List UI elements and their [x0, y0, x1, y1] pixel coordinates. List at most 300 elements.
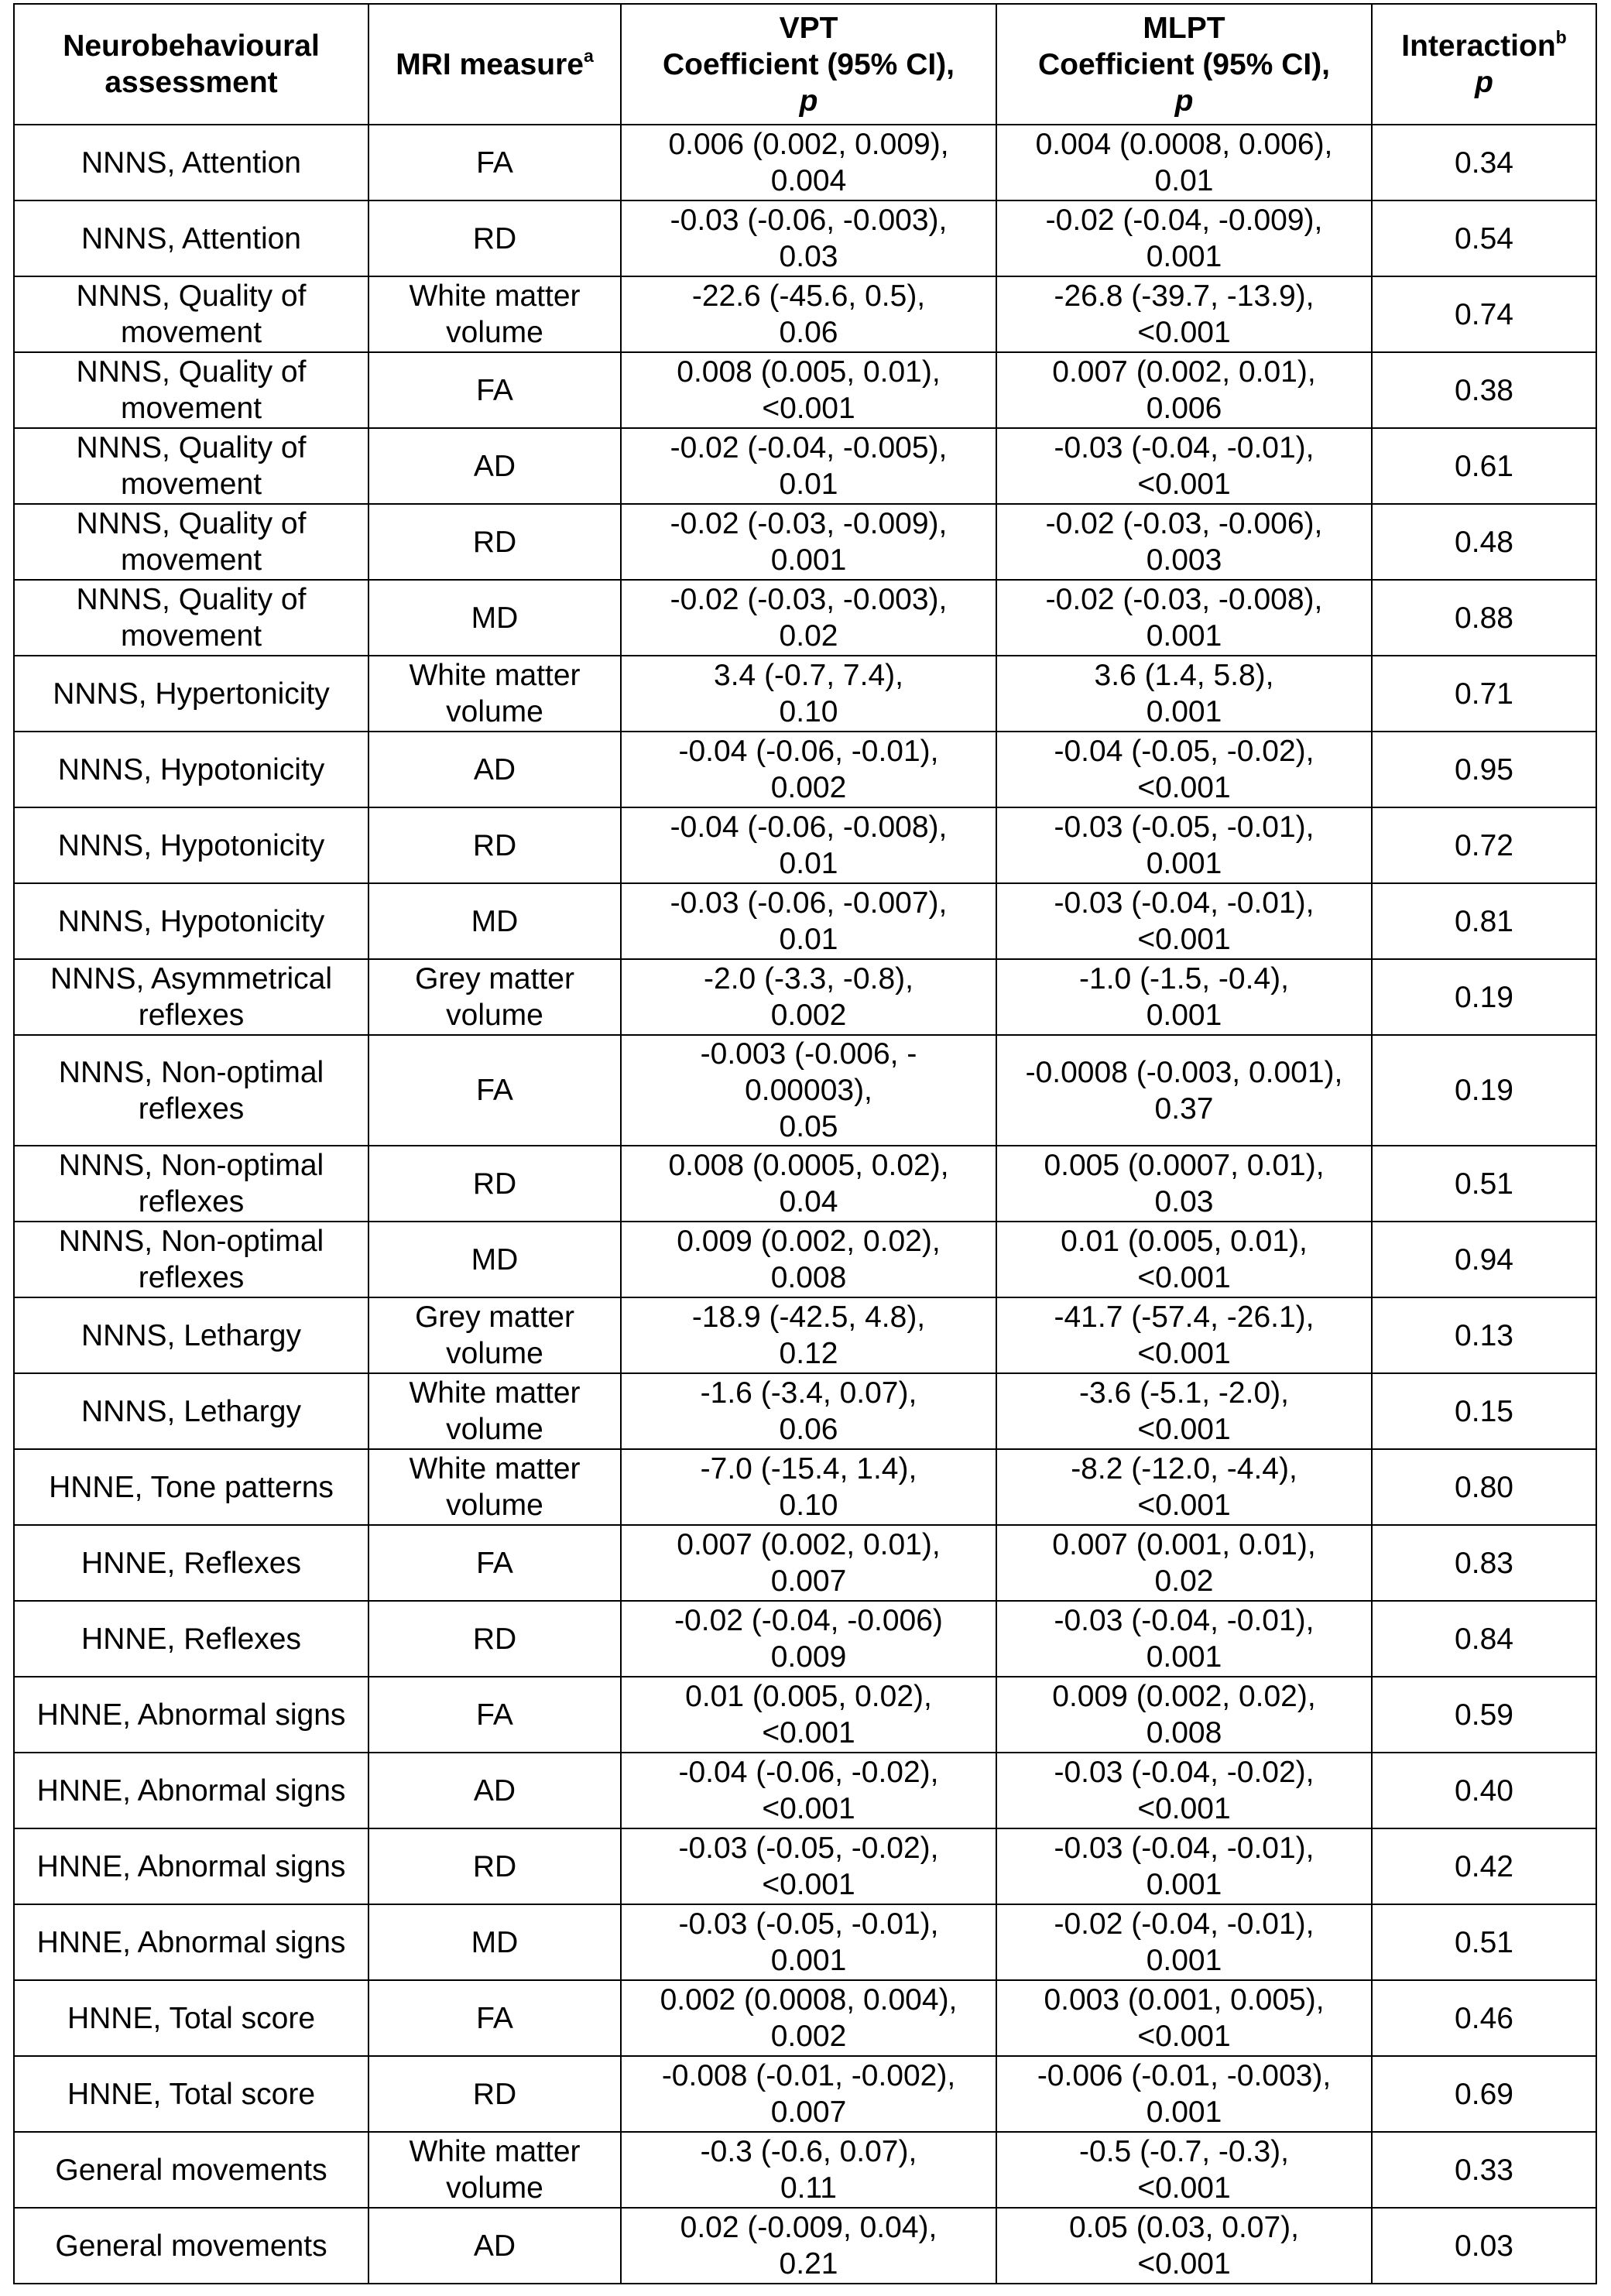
cell-mri [368, 656, 621, 732]
cell-mlpt-line: 0.004 (0.0008, 0.006), [1035, 128, 1333, 161]
header-mlpt [996, 4, 1372, 125]
header-row [14, 4, 1596, 125]
cell-vpt-line: 3.4 (-0.7, 7.4), [714, 659, 903, 692]
cell-vpt-line: <0.001 [762, 1868, 855, 1901]
cell-mri [368, 959, 621, 1035]
cell-mlpt-line: <0.001 [1137, 1489, 1231, 1522]
cell-mlpt [996, 276, 1372, 352]
cell-vpt-line: 0.02 (-0.009, 0.04), [680, 2211, 937, 2244]
cell-mri [368, 1035, 621, 1146]
cell-mri [368, 732, 621, 807]
header-mlpt-line-1: MLPT [1143, 11, 1225, 45]
cell-vpt-line: 0.007 [770, 1564, 847, 1598]
cell-vpt-line: 0.009 [770, 1640, 847, 1674]
cell-assessment-line: HNNE, Total score [67, 2001, 316, 2035]
cell-mlpt [996, 2056, 1372, 2132]
cell-vpt-line: -0.02 (-0.04, -0.006) [674, 1604, 943, 1637]
cell-mlpt-line: 0.37 [1154, 1091, 1214, 1126]
cell-mlpt [996, 959, 1372, 1035]
cell-assessment-line: HNNE, Abnormal signs [36, 1849, 346, 1883]
cell-mri-line: RD [472, 1849, 517, 1883]
cell-interaction-p: 0.19 [1372, 959, 1596, 1035]
cell-mri [368, 1525, 621, 1601]
cell-mlpt-line: -41.7 (-57.4, -26.1), [1054, 1300, 1315, 1334]
cell-mlpt-line: 0.001 [1146, 999, 1222, 1032]
table-row [14, 1146, 1596, 1222]
cell-mlpt-line: -0.03 (-0.04, -0.01), [1054, 1604, 1315, 1637]
cell-assessment-line: NNNS, Hypertonicity [53, 677, 330, 711]
cell-assessment-line: NNNS, Quality of [76, 431, 307, 464]
cell-mlpt-line: 0.03 [1154, 1185, 1214, 1218]
cell-assessment-line: HNNE, Abnormal signs [36, 1698, 346, 1732]
cell-mlpt-line: -0.03 (-0.04, -0.01), [1054, 886, 1315, 920]
table-body [14, 125, 1596, 2284]
cell-mri-line: volume [446, 999, 543, 1032]
cell-mlpt-line: 0.008 [1146, 1716, 1222, 1749]
cell-assessment-line: General movements [55, 2229, 327, 2263]
cell-assessment-line: HNNE, Abnormal signs [36, 1925, 346, 1959]
cell-vpt [621, 504, 996, 580]
cell-vpt [621, 1753, 996, 1828]
cell-vpt [621, 807, 996, 883]
cell-mlpt-line: -0.02 (-0.03, -0.006), [1045, 507, 1323, 540]
cell-vpt-line: 0.01 [779, 847, 838, 880]
cell-mri-line: White matter [409, 2135, 581, 2168]
cell-mri-line: RD [472, 2077, 517, 2111]
cell-mlpt-line: <0.001 [1137, 2020, 1231, 2053]
cell-mlpt [996, 1753, 1372, 1828]
cell-mri [368, 1828, 621, 1904]
cell-mri [368, 125, 621, 200]
cell-interaction-p: 0.38 [1372, 352, 1596, 428]
cell-assessment-line: reflexes [138, 1091, 245, 1126]
footnote-marker-b: b [1555, 27, 1567, 47]
cell-vpt-line: 0.002 [770, 771, 847, 804]
header-mlpt-line-3: p [1174, 84, 1194, 118]
cell-mlpt [996, 1373, 1372, 1449]
cell-vpt-line: 0.004 [770, 164, 847, 197]
table-row [14, 580, 1596, 656]
cell-mlpt-line: -3.6 (-5.1, -2.0), [1079, 1376, 1289, 1410]
cell-mlpt-line: -0.04 (-0.05, -0.02), [1054, 735, 1315, 768]
cell-vpt-line: -0.03 (-0.06, -0.003), [670, 204, 948, 237]
cell-vpt [621, 883, 996, 959]
cell-mlpt-line: 0.02 [1154, 1564, 1214, 1598]
cell-mri-line: AD [473, 752, 516, 786]
cell-mlpt-line: 0.001 [1146, 619, 1222, 653]
cell-assessment [14, 1828, 368, 1904]
cell-assessment [14, 1297, 368, 1373]
cell-mlpt-line: 0.01 [1154, 164, 1214, 197]
cell-vpt-line: 0.008 [770, 1261, 847, 1294]
cell-mlpt [996, 2208, 1372, 2284]
cell-assessment [14, 276, 368, 352]
table-row [14, 428, 1596, 504]
cell-mlpt-line: 0.001 [1146, 1868, 1222, 1901]
cell-vpt-line: 0.03 [779, 240, 838, 273]
cell-mlpt-line: <0.001 [1137, 468, 1231, 501]
cell-assessment-line: NNNS, Hypotonicity [57, 828, 325, 862]
table-row [14, 2056, 1596, 2132]
cell-mlpt-line: -0.03 (-0.04, -0.01), [1054, 1832, 1315, 1865]
header-vpt-line-3: p [799, 84, 818, 118]
cell-mlpt-line: 0.007 (0.002, 0.01), [1052, 355, 1316, 389]
cell-vpt [621, 2132, 996, 2208]
table-row [14, 1297, 1596, 1373]
cell-mlpt-line: -0.03 (-0.04, -0.01), [1054, 431, 1315, 464]
cell-mri-line: FA [476, 2001, 513, 2035]
cell-vpt [621, 656, 996, 732]
cell-assessment [14, 732, 368, 807]
cell-mri-line: RD [472, 1622, 517, 1656]
cell-mlpt-line: 0.001 [1146, 1640, 1222, 1674]
results-table [13, 3, 1597, 2284]
table-row [14, 200, 1596, 276]
cell-mri [368, 200, 621, 276]
cell-mri [368, 580, 621, 656]
cell-vpt-line: 0.06 [779, 316, 838, 349]
cell-assessment-line: NNNS, Quality of [76, 583, 307, 616]
cell-mri [368, 2056, 621, 2132]
cell-mlpt-line: 0.003 [1146, 543, 1222, 577]
cell-vpt-line: -0.008 (-0.01, -0.002), [661, 2059, 956, 2092]
cell-vpt-line: 0.04 [779, 1185, 838, 1218]
cell-assessment [14, 1222, 368, 1297]
cell-assessment-line: NNNS, Hypotonicity [57, 904, 325, 938]
cell-mri [368, 883, 621, 959]
cell-vpt-line: -1.6 (-3.4, 0.07), [700, 1376, 917, 1410]
cell-assessment [14, 1904, 368, 1980]
cell-assessment [14, 1601, 368, 1677]
cell-interaction-p: 0.46 [1372, 1980, 1596, 2056]
cell-mri [368, 1297, 621, 1373]
cell-mlpt-line: -0.03 (-0.05, -0.01), [1054, 810, 1315, 844]
cell-mlpt [996, 1904, 1372, 1980]
table-row [14, 1980, 1596, 2056]
table-row [14, 352, 1596, 428]
cell-assessment-line: HNNE, Abnormal signs [36, 1773, 346, 1808]
cell-mri [368, 1146, 621, 1222]
cell-mri-line: volume [446, 1413, 543, 1446]
cell-mri [368, 2208, 621, 2284]
cell-mri-line: FA [476, 1546, 513, 1580]
cell-mlpt-line: -8.2 (-12.0, -4.4), [1071, 1452, 1297, 1486]
cell-assessment-line: NNNS, Lethargy [81, 1394, 301, 1428]
cell-mlpt [996, 352, 1372, 428]
cell-mlpt-line: 3.6 (1.4, 5.8), [1094, 659, 1274, 692]
cell-assessment [14, 580, 368, 656]
cell-assessment [14, 807, 368, 883]
cell-vpt [621, 2208, 996, 2284]
cell-vpt-line: 0.10 [779, 1489, 838, 1522]
cell-mlpt-line: <0.001 [1137, 2171, 1231, 2205]
cell-assessment-line: NNNS, Asymmetrical [50, 962, 333, 996]
cell-interaction-p: 0.69 [1372, 2056, 1596, 2132]
cell-mlpt-line: -0.006 (-0.01, -0.003), [1037, 2059, 1332, 2092]
cell-vpt [621, 1146, 996, 1222]
cell-vpt-line: <0.001 [762, 1716, 855, 1749]
cell-mlpt [996, 1449, 1372, 1525]
cell-vpt-line: 0.001 [770, 543, 847, 577]
cell-assessment-line: movement [120, 316, 262, 349]
cell-vpt [621, 1677, 996, 1753]
cell-vpt-line: -0.02 (-0.03, -0.003), [670, 583, 948, 616]
cell-mlpt-line: -0.03 (-0.04, -0.02), [1054, 1756, 1315, 1789]
cell-vpt [621, 1601, 996, 1677]
cell-mri [368, 1222, 621, 1297]
header-assessment-line-2: assessment [105, 66, 278, 99]
cell-vpt-line: 0.05 [779, 1110, 838, 1143]
table-row [14, 883, 1596, 959]
cell-mlpt-line: <0.001 [1137, 2247, 1231, 2281]
results-table-container [13, 3, 1596, 2284]
cell-mri [368, 1980, 621, 2056]
cell-assessment [14, 883, 368, 959]
cell-mri [368, 1753, 621, 1828]
cell-mri-line: MD [471, 1242, 519, 1277]
cell-assessment-line: HNNE, Total score [67, 2077, 316, 2111]
cell-mlpt-line: <0.001 [1137, 1413, 1231, 1446]
cell-mri-line: MD [471, 601, 519, 635]
cell-mlpt-line: <0.001 [1137, 771, 1231, 804]
cell-vpt-line: 0.06 [779, 1413, 838, 1446]
cell-interaction-p: 0.33 [1372, 2132, 1596, 2208]
cell-mri [368, 428, 621, 504]
cell-mri-line: FA [476, 1698, 513, 1732]
cell-mri [368, 504, 621, 580]
table-row [14, 2208, 1596, 2284]
cell-mri-line: White matter [409, 1376, 581, 1410]
cell-vpt-line: 0.002 (0.0008, 0.004), [660, 1983, 958, 2017]
cell-mlpt [996, 504, 1372, 580]
cell-assessment-line: HNNE, Reflexes [81, 1546, 301, 1580]
header-mlpt-line-2: Coefficient (95% CI), [1037, 47, 1331, 81]
header-interaction-line-1 [1377, 28, 1591, 64]
cell-vpt-line: 0.002 [770, 2020, 847, 2053]
cell-mri [368, 1449, 621, 1525]
cell-vpt-line: <0.001 [762, 392, 855, 425]
cell-mri [368, 1904, 621, 1980]
cell-assessment [14, 1753, 368, 1828]
cell-assessment-line: NNNS, Lethargy [81, 1318, 301, 1352]
header-vpt-line-1: VPT [779, 11, 838, 45]
cell-interaction-p: 0.51 [1372, 1904, 1596, 1980]
cell-assessment [14, 656, 368, 732]
cell-interaction-p: 0.59 [1372, 1677, 1596, 1753]
table-row [14, 1035, 1596, 1146]
cell-vpt-line: 0.009 (0.002, 0.02), [677, 1225, 941, 1258]
cell-mlpt [996, 1035, 1372, 1146]
cell-mri [368, 276, 621, 352]
cell-mri [368, 807, 621, 883]
cell-assessment-line: HNNE, Tone patterns [49, 1470, 334, 1504]
cell-mri-line: RD [472, 1167, 517, 1201]
cell-interaction-p: 0.48 [1372, 504, 1596, 580]
cell-vpt [621, 580, 996, 656]
cell-vpt [621, 1373, 996, 1449]
table-row [14, 276, 1596, 352]
cell-vpt [621, 732, 996, 807]
table-row [14, 1449, 1596, 1525]
cell-interaction-p: 0.95 [1372, 732, 1596, 807]
cell-assessment [14, 2056, 368, 2132]
cell-mlpt [996, 125, 1372, 200]
cell-mlpt [996, 1677, 1372, 1753]
cell-mlpt-line: 0.001 [1146, 847, 1222, 880]
cell-interaction-p: 0.71 [1372, 656, 1596, 732]
cell-vpt-line: 0.12 [779, 1337, 838, 1370]
cell-assessment-line: NNNS, Attention [81, 146, 301, 180]
cell-mlpt-line: 0.007 (0.001, 0.01), [1052, 1528, 1316, 1561]
cell-assessment-line: NNNS, Non-optimal [58, 1055, 324, 1089]
cell-assessment-line: movement [120, 468, 262, 501]
header-mri-measure [368, 4, 621, 125]
cell-mri-line: volume [446, 1489, 543, 1522]
cell-vpt-line: 0.01 [779, 923, 838, 956]
cell-vpt-line: 0.002 [770, 999, 847, 1032]
cell-assessment [14, 352, 368, 428]
cell-vpt-line: -0.04 (-0.06, -0.02), [678, 1756, 939, 1789]
cell-vpt [621, 276, 996, 352]
cell-interaction-p: 0.42 [1372, 1828, 1596, 1904]
cell-interaction-p: 0.19 [1372, 1035, 1596, 1146]
cell-vpt-line: -0.003 (-0.006, - [700, 1037, 917, 1071]
cell-vpt-line: -0.03 (-0.06, -0.007), [670, 886, 948, 920]
table-header [14, 4, 1596, 125]
cell-mlpt-line: -26.8 (-39.7, -13.9), [1054, 279, 1315, 313]
cell-vpt [621, 1525, 996, 1601]
table-row [14, 1601, 1596, 1677]
cell-vpt-line: -2.0 (-3.3, -0.8), [704, 962, 913, 996]
cell-assessment [14, 504, 368, 580]
cell-vpt-line: 0.007 [770, 2096, 847, 2129]
cell-assessment-line: NNNS, Hypotonicity [57, 752, 325, 786]
cell-mlpt-line: 0.001 [1146, 2096, 1222, 2129]
header-interaction-text: Interaction [1401, 29, 1556, 63]
table-row [14, 732, 1596, 807]
table-row [14, 807, 1596, 883]
table-row [14, 1904, 1596, 1980]
cell-interaction-p: 0.94 [1372, 1222, 1596, 1297]
cell-vpt-line: 0.11 [780, 2171, 837, 2205]
cell-vpt-line: 0.001 [770, 1944, 847, 1977]
cell-assessment-line: movement [120, 392, 262, 425]
cell-mlpt-line: 0.001 [1146, 1944, 1222, 1977]
cell-mri-line: volume [446, 316, 543, 349]
cell-vpt-line: 0.008 (0.005, 0.01), [677, 355, 941, 389]
cell-mri [368, 1677, 621, 1753]
cell-assessment [14, 1525, 368, 1601]
table-row [14, 656, 1596, 732]
cell-vpt-line: -0.03 (-0.05, -0.02), [678, 1832, 939, 1865]
cell-mri-line: Grey matter [415, 962, 574, 996]
cell-mlpt-line: 0.003 (0.001, 0.005), [1044, 1983, 1325, 2017]
cell-vpt [621, 200, 996, 276]
table-row [14, 1525, 1596, 1601]
cell-mlpt [996, 1980, 1372, 2056]
cell-interaction-p: 0.83 [1372, 1525, 1596, 1601]
cell-vpt-line: 0.007 (0.002, 0.01), [677, 1528, 941, 1561]
cell-interaction-p: 0.72 [1372, 807, 1596, 883]
cell-mlpt-line: 0.01 (0.005, 0.01), [1061, 1225, 1308, 1258]
cell-mlpt [996, 2132, 1372, 2208]
cell-interaction-p: 0.15 [1372, 1373, 1596, 1449]
cell-interaction-p: 0.03 [1372, 2208, 1596, 2284]
cell-mlpt [996, 428, 1372, 504]
cell-interaction-p: 0.88 [1372, 580, 1596, 656]
cell-interaction-p: 0.54 [1372, 200, 1596, 276]
cell-vpt [621, 1980, 996, 2056]
cell-vpt [621, 1297, 996, 1373]
cell-vpt-line: -0.02 (-0.04, -0.005), [670, 431, 948, 464]
cell-mlpt [996, 883, 1372, 959]
cell-vpt [621, 1449, 996, 1525]
table-row [14, 1828, 1596, 1904]
cell-vpt [621, 959, 996, 1035]
footnote-marker-a: a [583, 45, 594, 66]
cell-mri-line: White matter [409, 1452, 581, 1486]
cell-assessment-line: NNNS, Non-optimal [58, 1225, 324, 1258]
cell-vpt-line: 0.01 (0.005, 0.02), [685, 1680, 932, 1713]
table-row [14, 959, 1596, 1035]
cell-assessment-line: NNNS, Quality of [76, 279, 307, 313]
cell-assessment [14, 2132, 368, 2208]
table-row [14, 1753, 1596, 1828]
cell-mlpt-line: <0.001 [1137, 1337, 1231, 1370]
cell-interaction-p: 0.13 [1372, 1297, 1596, 1373]
cell-vpt [621, 352, 996, 428]
cell-vpt-line: 0.02 [779, 619, 838, 653]
header-vpt-line-2: Coefficient (95% CI), [662, 47, 955, 81]
cell-assessment-line: reflexes [138, 1261, 245, 1294]
cell-vpt-line: <0.001 [762, 1792, 855, 1825]
cell-mri-line: MD [471, 1925, 519, 1959]
cell-mlpt [996, 656, 1372, 732]
cell-mlpt [996, 1222, 1372, 1297]
header-assessment [14, 4, 368, 125]
cell-interaction-p: 0.84 [1372, 1601, 1596, 1677]
header-assessment-line-1: Neurobehavioural [63, 29, 320, 63]
cell-vpt-line: -18.9 (-42.5, 4.8), [691, 1300, 926, 1334]
cell-assessment-line: NNNS, Attention [81, 221, 301, 255]
header-interaction [1372, 4, 1596, 125]
cell-mri-line: RD [472, 828, 517, 862]
cell-mri-line: volume [446, 695, 543, 728]
cell-vpt-line: -0.3 (-0.6, 0.07), [700, 2135, 917, 2168]
cell-vpt-line: 0.00003), [745, 1074, 872, 1107]
table-row [14, 504, 1596, 580]
cell-mlpt-line: <0.001 [1137, 1261, 1231, 1294]
cell-assessment [14, 1449, 368, 1525]
cell-mlpt-line: -0.02 (-0.04, -0.01), [1054, 1907, 1315, 1941]
cell-vpt [621, 125, 996, 200]
cell-vpt-line: -0.04 (-0.06, -0.008), [670, 810, 948, 844]
cell-vpt [621, 428, 996, 504]
cell-assessment [14, 1677, 368, 1753]
cell-vpt-line: 0.10 [779, 695, 838, 728]
cell-mlpt-line: 0.005 (0.0007, 0.01), [1044, 1149, 1325, 1182]
cell-mri [368, 352, 621, 428]
cell-mri-line: White matter [409, 279, 581, 313]
cell-vpt-line: 0.21 [779, 2247, 838, 2281]
cell-assessment [14, 1980, 368, 2056]
cell-vpt-line: -0.03 (-0.05, -0.01), [678, 1907, 939, 1941]
table-row [14, 2132, 1596, 2208]
cell-mri-line: AD [473, 2229, 516, 2263]
cell-mlpt [996, 1297, 1372, 1373]
cell-assessment-line: movement [120, 619, 262, 653]
cell-interaction-p: 0.74 [1372, 276, 1596, 352]
